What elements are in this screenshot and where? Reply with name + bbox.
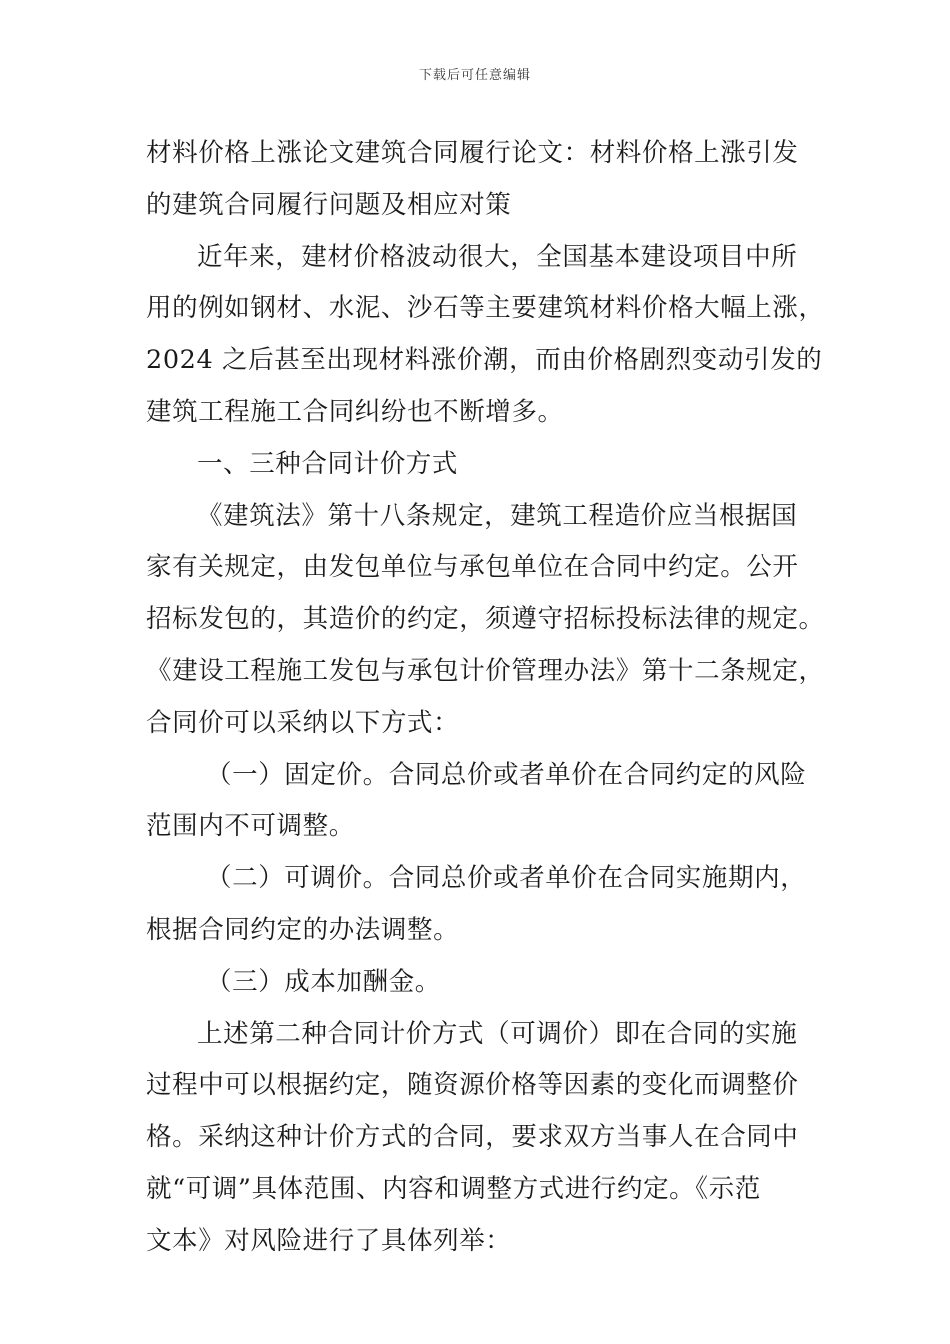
text-line: 2024 之后甚至出现材料涨价潮，而由价格剧烈变动引发的 — [146, 345, 823, 376]
text-line: （三）成本加酬金。 — [206, 966, 441, 997]
text-line: 《建设工程施工发包与承包计价管理办法》第十二条规定， — [146, 655, 825, 686]
text-line: 上述第二种合同计价方式（可调价）即在合同的实施 — [197, 1018, 798, 1049]
list-item-fixed-price — [146, 750, 806, 854]
text-line: 过程中可以根据约定，随资源价格等因素的变化而调整价 — [146, 1070, 799, 1101]
title-line: 的建筑合同履行问题及相应对策 — [146, 189, 512, 220]
list-item-cost-plus — [146, 957, 806, 1009]
text-line: 家有关规定，由发包单位与承包单位在合同中约定。公开 — [146, 552, 799, 583]
paragraph-construction-law — [146, 491, 825, 750]
paragraph-adjustable-explanation — [146, 1009, 806, 1268]
text-line: 范围内不可调整。 — [146, 811, 355, 842]
document-title — [146, 128, 806, 232]
document-body — [146, 128, 825, 1268]
text-line: （一）固定价。合同总价或者单价在合同约定的风险 — [206, 759, 807, 790]
list-item-adjustable-price — [146, 853, 806, 957]
text-line: 建筑工程施工合同纠纷也不断增多。 — [146, 396, 564, 427]
text-line: 用的例如钢材、水泥、沙石等主要建筑材料价格大幅上涨， — [146, 293, 825, 324]
text-line: 招标发包的，其造价的约定，须遵守招标投标法律的规定。 — [146, 604, 825, 635]
text-line: 就“可调”具体范围、内容和调整方式进行约定。《示范 — [146, 1173, 761, 1204]
page-header: 下载后可任意编辑 — [418, 68, 531, 83]
text-line: （二）可调价。合同总价或者单价在合同实施期内， — [206, 863, 807, 894]
text-line: 文本》对风险进行了具体列举： — [146, 1225, 512, 1256]
section-heading — [146, 439, 806, 491]
text-line: 合同价可以采纳以下方式： — [146, 707, 460, 738]
text-line: 格。采纳这种计价方式的合同，要求双方当事人在合同中 — [146, 1122, 799, 1153]
text-line: 根据合同约定的办法调整。 — [146, 914, 460, 945]
title-line: 材料价格上涨论文建筑合同履行论文：材料价格上涨引发 — [146, 138, 799, 168]
paragraph-intro — [146, 232, 825, 439]
text-line: 一、三种合同计价方式 — [197, 448, 459, 479]
text-line: 近年来，建材价格波动很大，全国基本建设项目中所 — [197, 241, 798, 272]
text-line: 《建筑法》第十八条规定，建筑工程造价应当根据国 — [197, 500, 798, 531]
